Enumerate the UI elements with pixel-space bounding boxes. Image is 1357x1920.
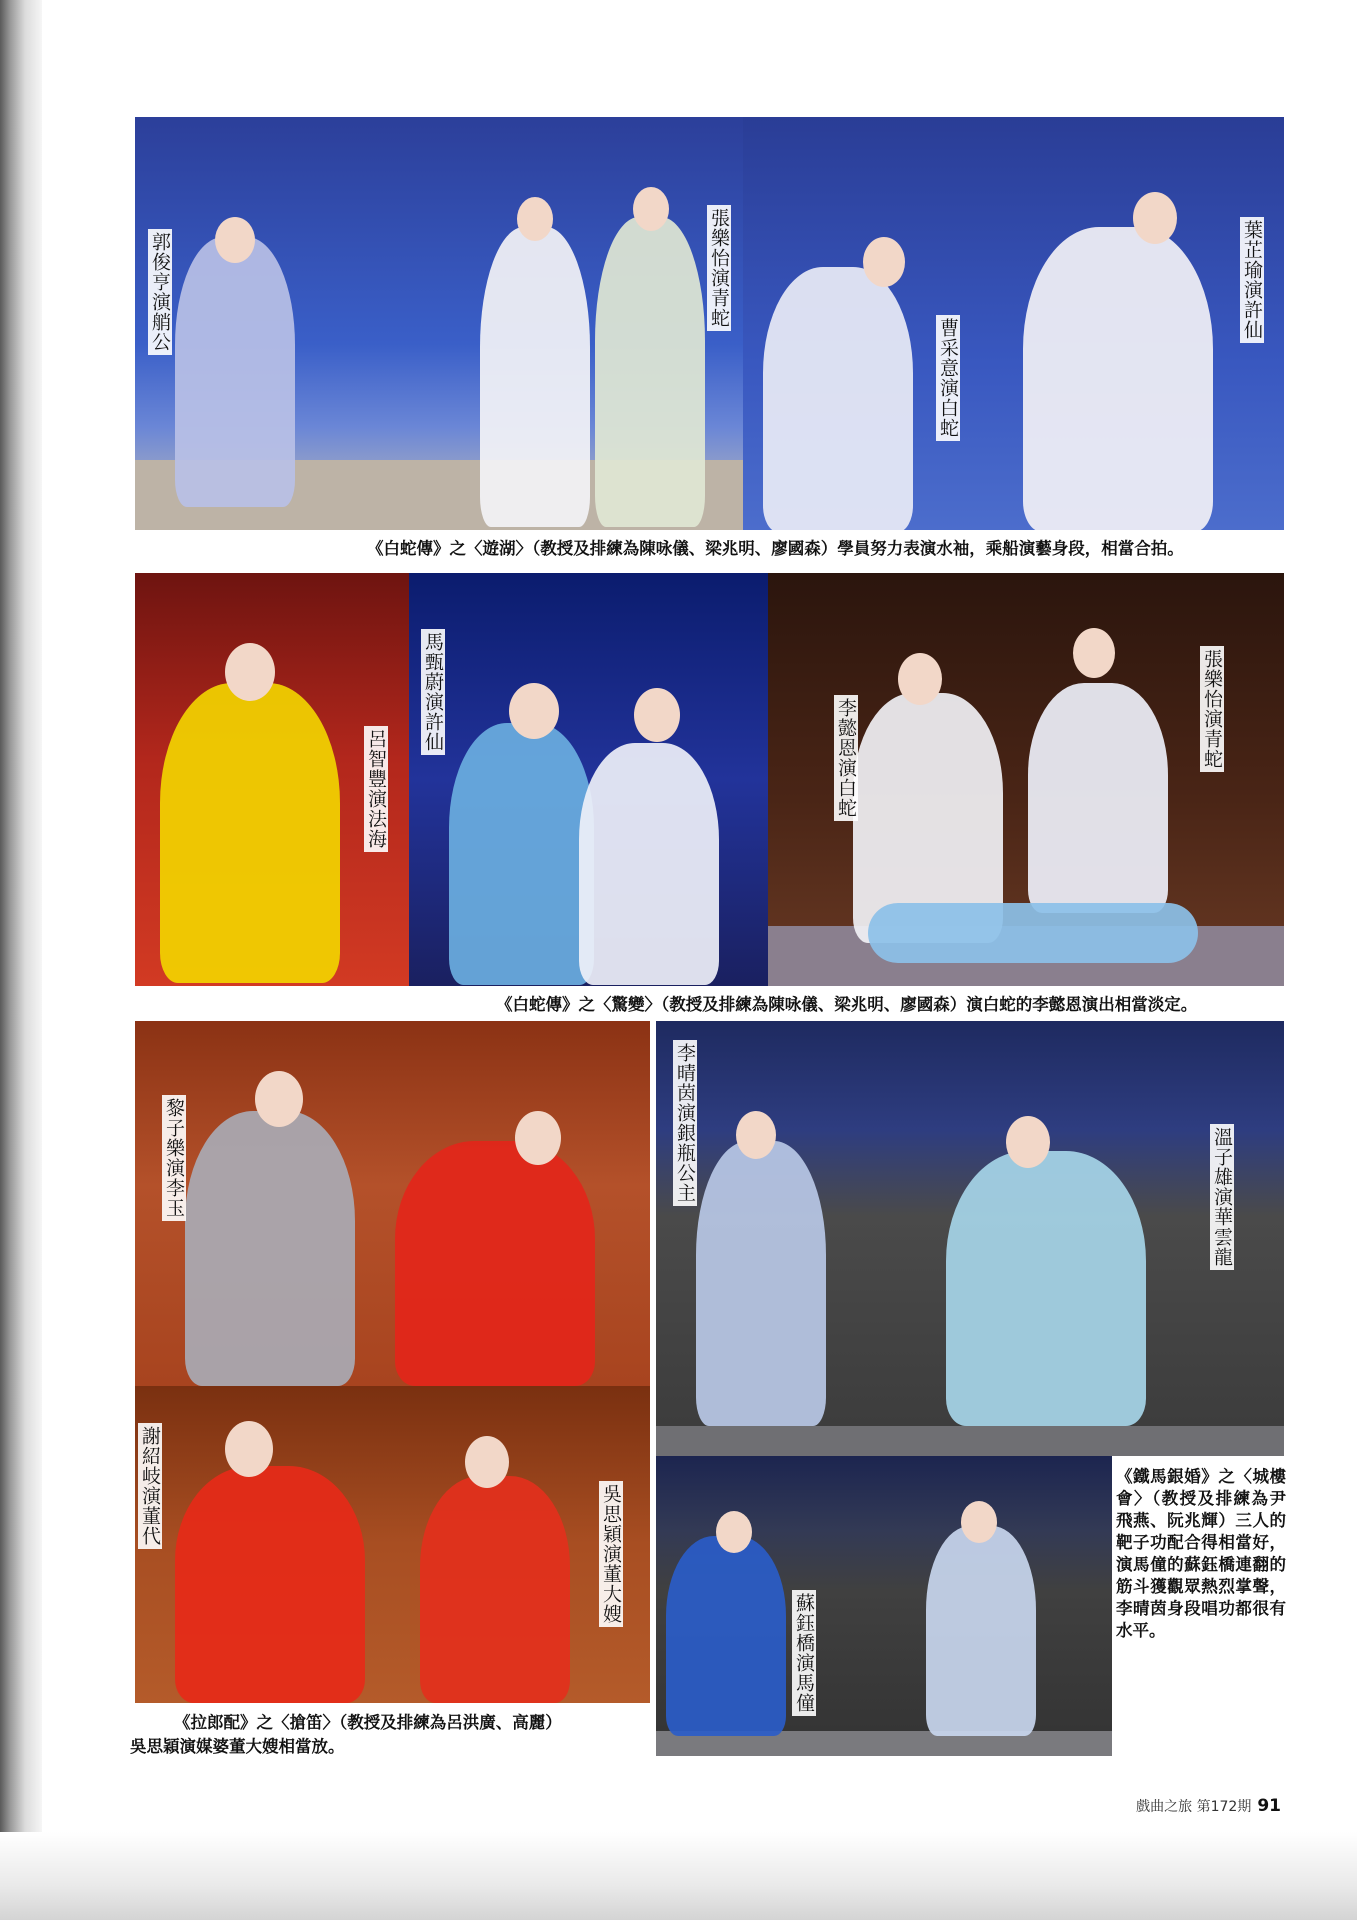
photo-chenglouhui-princess <box>656 1021 1284 1456</box>
scan-bottom-shadow <box>0 1832 1357 1920</box>
label-matong: 蘇鈺橋演馬僮 <box>792 1590 816 1716</box>
label-white-snake: 曹采意演白蛇 <box>936 315 960 441</box>
label-green-snake-2: 張樂怡演青蛇 <box>1200 646 1224 772</box>
label-fahai: 呂智豐演法海 <box>364 726 388 852</box>
caption-jingbian: 《白蛇傳》之〈驚變〉（教授及排練為陳咏儀、梁兆明、廖國森）演白蛇的李懿恩演出相當淡定。 <box>496 995 1198 1014</box>
caption-youhu: 《白蛇傳》之〈遊湖〉（教授及排練為陳咏儀、梁兆明、廖國森）學員努力表演水袖，乘船演藝身段，相當合拍。 <box>367 539 1184 558</box>
photo-chenglouhui-matong <box>656 1456 1112 1756</box>
label-boatman: 郭俊亨演艄公 <box>148 229 172 355</box>
caption-qiangdi-1: 《拉郎配》之〈搶笛〉（教授及排練為呂洪廣、高麗） <box>174 1713 562 1732</box>
label-xuxian-2: 馬甄蔚演許仙 <box>421 629 445 755</box>
magazine-issue: 戲曲之旅 第172期 <box>1136 1799 1252 1815</box>
page-folio <box>1136 1796 1281 1816</box>
photo-jingbian-xuxian <box>409 573 768 986</box>
photo-qiangdi-dongdai <box>135 1386 650 1703</box>
caption-chenglouhui: 《鐵馬銀婚》之〈城樓會〉（教授及排練為尹飛燕、阮兆輝）三人的靶子功配合得相當好，演馬僮的蘇鈺橋連翻的筋斗獲觀眾熱烈掌聲，李晴茵身段唱功都很有水平。 <box>1116 1467 1286 1640</box>
photo-youhu-boatman <box>135 117 743 530</box>
label-green-snake: 張樂怡演青蛇 <box>707 205 731 331</box>
label-xuxian: 葉芷瑜演許仙 <box>1240 217 1264 343</box>
label-hua-yunlong: 溫子雄演華雲龍 <box>1210 1124 1234 1270</box>
label-white-snake-2: 李懿恩演白蛇 <box>834 695 858 821</box>
photo-fahai <box>135 573 409 986</box>
label-dong-sister: 吳思穎演董大嫂 <box>599 1481 623 1627</box>
page-number: 91 <box>1257 1796 1281 1816</box>
photo-qiangdi-liyu <box>135 1021 650 1386</box>
label-liyu: 黎子樂演李玉 <box>162 1095 186 1221</box>
label-princess: 李晴茵演銀瓶公主 <box>673 1040 697 1206</box>
label-dongdai: 謝紹岐演董代 <box>138 1423 162 1549</box>
caption-qiangdi-2: 吳思穎演媒婆董大嫂相當放。 <box>130 1737 345 1756</box>
scan-edge-shadow <box>0 0 42 1920</box>
photo-youhu-couple <box>743 117 1284 530</box>
photo-jingbian-snakes <box>768 573 1284 986</box>
